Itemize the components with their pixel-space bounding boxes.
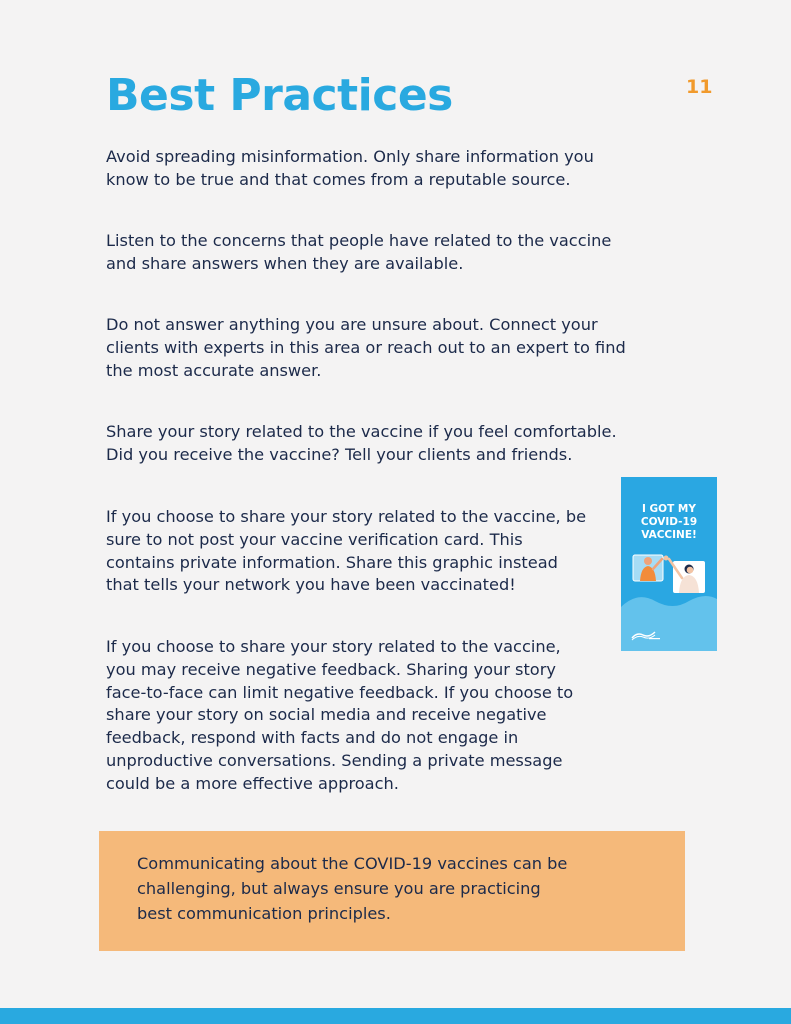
wave-shape <box>621 589 717 651</box>
paragraph-unsure: Do not answer anything you are unsure about. Connect your clients with experts in this area or reach out to an expert to find the most accurate answer. <box>106 315 626 380</box>
right-person-face <box>687 567 694 574</box>
vaccine-graphic <box>621 477 717 651</box>
paragraph-verification-card: If you choose to share your story related to the vaccine, be sure to not post your vaccine verification card. This contains private information. Share this graphic instead that tells your network you have been vaccinated! <box>106 507 587 595</box>
high-five-hands <box>664 556 669 561</box>
paragraph-listen: Listen to the concerns that people have related to the vaccine and share answers when they are available. <box>106 231 612 273</box>
callout-box <box>99 831 685 951</box>
paragraph-misinformation: Avoid spreading misinformation. Only share information you know to be true and that comes from a reputable source. <box>106 147 594 189</box>
page-title: Best Practices <box>106 70 453 121</box>
callout-text: Communicating about the COVID-19 vaccines can be challenging, but always ensure you are practicing best communication principles. <box>137 854 568 923</box>
page-number: 11 <box>686 76 713 98</box>
paragraph-negative-feedback: If you choose to share your story related to the vaccine, you may receive negative feedback. Sharing your story face-to-face can limit negative feedback. If you choose to share your story on social media and receive negative feedback, respond with facts and do not engage in unproductive conversations. Sending a private message could be a more effective approach. <box>106 637 574 793</box>
left-person-head <box>644 557 652 565</box>
paragraph-share-story: Share your story related to the vaccine if you feel comfortable. Did you receive the vaccine? Tell your clients and friends. <box>106 422 617 464</box>
graphic-title: I GOT MY COVID-19 VACCINE! <box>640 503 698 541</box>
organization-logo-icon <box>631 629 661 641</box>
footer-bar <box>0 1008 791 1024</box>
